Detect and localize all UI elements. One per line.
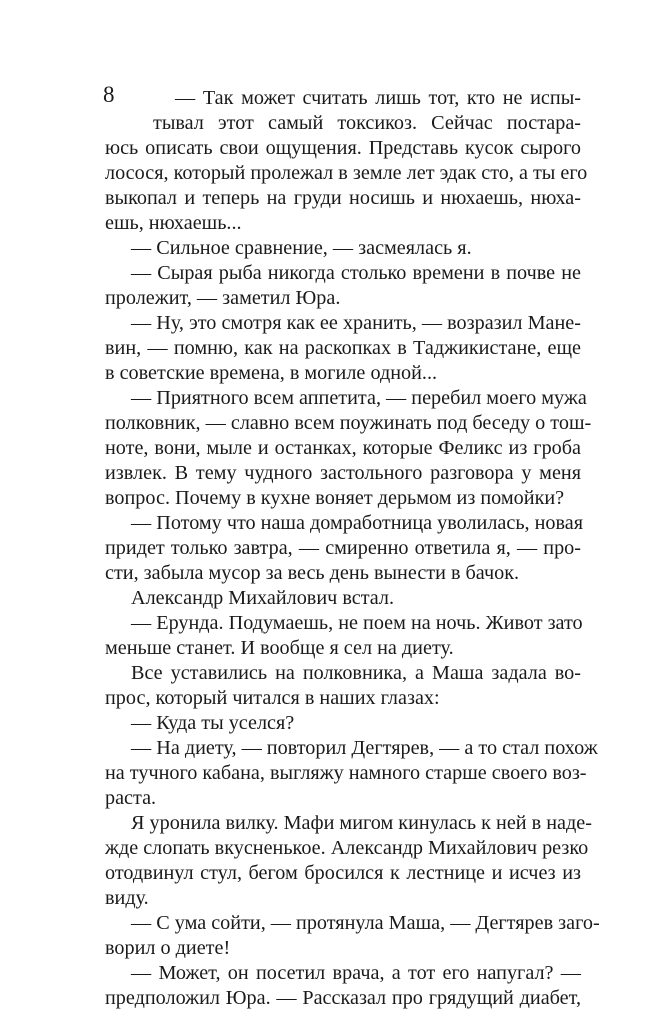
text-line: виду.: [105, 887, 149, 909]
text-line: прос, который читался в наших глазах:: [105, 687, 440, 709]
text-line: — Ерунда. Подумаешь, не поем на ночь. Живот зато: [131, 612, 583, 634]
text-line: сти, забыла мусор за весь день вынести в бачок.: [105, 562, 520, 584]
text-line: — Сырая рыба никогда столько времени в почве не: [131, 262, 581, 284]
text-line: — С ума сойти, — протянула Маша, — Дегтярев заго-: [131, 912, 600, 934]
text-line: жде слопать вкусненькое. Александр Михайлович резко: [105, 837, 589, 859]
text-line: придет только завтра, — смиренно ответила я, — про-: [105, 537, 581, 559]
text-line: — Потому что наша домработница уволилась, новая: [131, 512, 584, 534]
text-line: извлек. В тему чудного застольного разговора у меня: [105, 462, 581, 484]
text-line: на тучного кабана, выгляжу намного старше своего воз-: [105, 762, 587, 784]
text-line: меньше станет. И вообще я сел на диету.: [105, 637, 454, 659]
text-line: — На диету, — повторил Дегтярев, — а то стал похож: [131, 737, 598, 759]
text-line: — Куда ты уселся?: [131, 712, 295, 734]
text-line: вопрос. Почему в кухне воняет дерьмом из помойки?: [105, 487, 565, 509]
text-line: полковник, — славно всем поужинать под беседу о тош-: [105, 412, 592, 434]
text-line: выкопал и теперь на груди носишь и нюхаешь, нюха-: [105, 187, 581, 209]
text-line: Я уронила вилку. Мафи мигом кинулась к ней в наде-: [131, 812, 592, 834]
text-line: пролежит, — заметил Юра.: [105, 287, 341, 309]
text-line: — Так может считать лишь тот, кто не испы-: [175, 87, 581, 109]
text-line: тывал этот самый токсикоз. Сейчас постара-: [153, 112, 581, 134]
text-line: вин, — помню, как на раскопках в Таджикистане, еще: [105, 337, 581, 359]
text-line: в советские времена, в могиле одной...: [105, 362, 438, 384]
text-line: юсь описать свои ощущения. Представь кусок сырого: [105, 137, 581, 159]
text-line: — Ну, это смотря как ее хранить, — возразил Мане-: [131, 312, 581, 334]
text-line: Все уставились на полковника, а Маша задала во-: [131, 662, 581, 684]
text-line: ноте, вони, мыле и останках, которые Феликс из гроба: [105, 437, 581, 459]
text-line: отодвинул стул, бегом бросился к лестнице и исчез из: [105, 862, 581, 884]
text-line: лосося, который пролежал в земле лет эдак сто, а ты его: [105, 162, 588, 184]
text-line: предположил Юра. — Рассказал про грядущий диабет,: [105, 987, 581, 1009]
text-line: раста.: [105, 787, 157, 809]
text-line: ешь, нюхаешь...: [105, 212, 242, 234]
text-line: ворил о диете!: [105, 937, 231, 959]
text-line: Александр Михайлович встал.: [131, 587, 395, 609]
page-number: 8: [103, 82, 115, 107]
text-line: — Приятного всем аппетита, — перебил моего мужа: [131, 387, 587, 409]
text-line: — Может, он посетил врача, а тот его напугал? —: [131, 962, 581, 984]
text-line: — Сильное сравнение, — засмеялась я.: [131, 237, 472, 259]
